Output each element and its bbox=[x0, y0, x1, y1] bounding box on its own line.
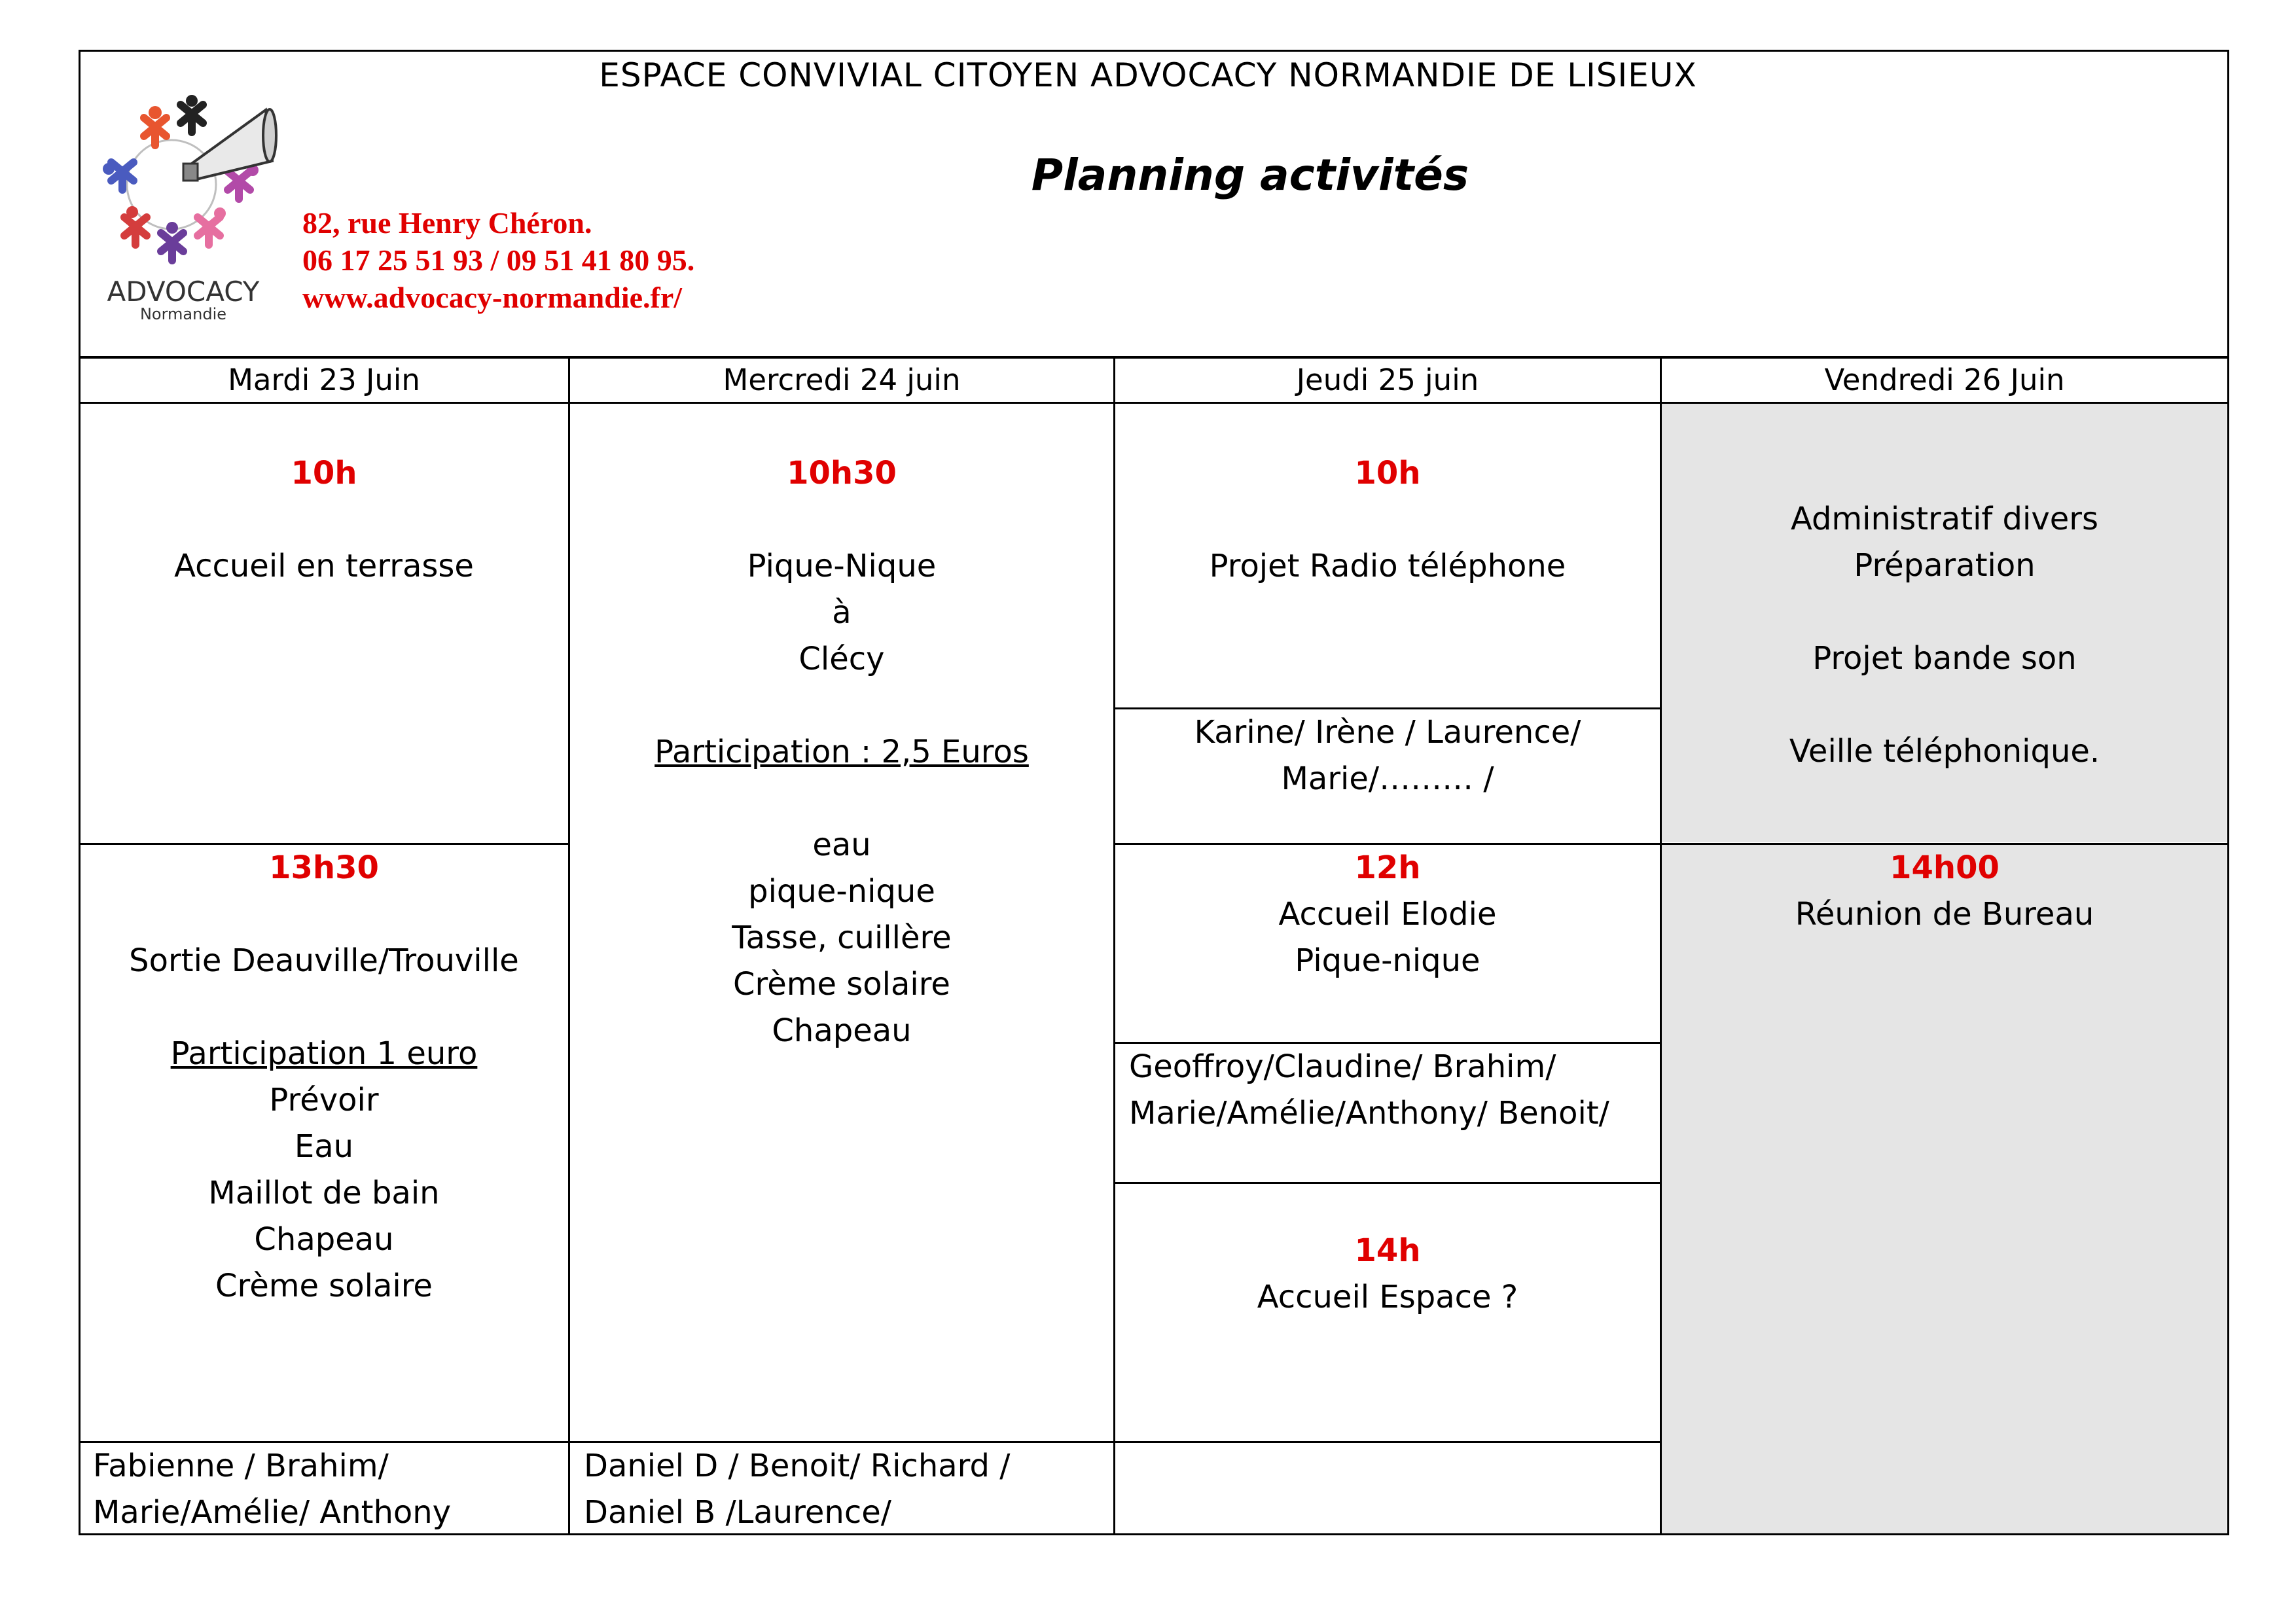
people-circle-icon bbox=[103, 95, 259, 260]
day-header-jeudi: Jeudi 25 juin bbox=[1296, 363, 1479, 397]
day-header-mardi: Mardi 23 Juin bbox=[228, 363, 420, 397]
vendredi-line: Projet bande son bbox=[1812, 640, 2077, 677]
mardi-morning-activity: Accueil en terrasse bbox=[174, 548, 474, 584]
vendredi-afternoon-cell bbox=[1661, 845, 2228, 938]
day-header-mercredi: Mercredi 24 juin bbox=[723, 363, 961, 397]
list-item: Chapeau bbox=[772, 1012, 912, 1049]
list-item: Crème solaire bbox=[733, 966, 950, 1003]
logo-text: ADVOCACY bbox=[107, 276, 260, 308]
list-item: Maillot de bain bbox=[208, 1175, 440, 1211]
jeudi-noon-cell bbox=[1115, 845, 1660, 984]
mercredi-time: 10h30 bbox=[787, 455, 897, 491]
page-subtitle: Planning activités bbox=[1031, 150, 1469, 200]
staff-line: Geoffroy/Claudine/ Brahim/ bbox=[1129, 1048, 1556, 1085]
jeudi-afternoon-time: 14h bbox=[1354, 1232, 1421, 1269]
document-title: ESPACE CONVIVIAL CITOYEN ADVOCACY NORMANDIE DE LISIEUX bbox=[599, 56, 1697, 94]
mercredi-line: à bbox=[832, 594, 852, 631]
vendredi-morning-cell bbox=[1661, 496, 2228, 775]
day-header-line bbox=[79, 402, 2229, 404]
day-header-vendredi: Vendredi 26 Juin bbox=[1824, 363, 2065, 397]
vendredi-line: Préparation bbox=[1854, 547, 2036, 584]
mercredi-line: Clécy bbox=[798, 641, 885, 677]
mardi-afternoon-cell bbox=[79, 845, 569, 1310]
mardi-staff-cell bbox=[79, 1443, 569, 1536]
staff-line: Fabienne / Brahim/ bbox=[93, 1448, 389, 1484]
contact-block bbox=[302, 204, 694, 316]
list-item: Tasse, cuillère bbox=[732, 919, 952, 956]
mercredi-line: Pique-Nique bbox=[747, 548, 937, 584]
jeudi-afternoon-cell bbox=[1115, 1228, 1660, 1321]
staff-line: Daniel B /Laurence/ bbox=[584, 1494, 891, 1531]
mardi-afternoon-activity: Sortie Deauville/Trouville bbox=[129, 942, 519, 979]
mardi-morning-cell bbox=[79, 450, 569, 590]
vendredi-afternoon-time: 14h00 bbox=[1890, 849, 2000, 886]
jeudi-morning-cell bbox=[1115, 450, 1660, 590]
phone-numbers: 06 17 25 51 93 / 09 51 41 80 95. bbox=[302, 243, 695, 277]
mardi-afternoon-time: 13h30 bbox=[269, 849, 379, 886]
staff-line: Marie/Amélie/ Anthony bbox=[93, 1494, 452, 1531]
list-item: eau bbox=[812, 827, 871, 863]
advocacy-logo bbox=[98, 93, 281, 329]
mercredi-participation: Participation : 2,5 Euros bbox=[655, 734, 1029, 770]
jeudi-noon-staff-cell bbox=[1115, 1044, 1660, 1137]
jeudi-noon-line: Pique-nique bbox=[1295, 942, 1480, 979]
list-item: Crème solaire bbox=[215, 1268, 433, 1304]
jeudi-afternoon-activity: Accueil Espace ? bbox=[1257, 1279, 1518, 1315]
list-item: Prévoir bbox=[269, 1082, 379, 1118]
jeudi-morning-staff-cell bbox=[1115, 709, 1660, 802]
jeudi-staff2-line bbox=[1115, 1182, 1661, 1184]
jeudi-noon-time: 12h bbox=[1354, 849, 1421, 886]
mercredi-cell bbox=[569, 450, 1114, 1054]
mardi-morning-time: 10h bbox=[291, 455, 357, 491]
list-item: Eau bbox=[294, 1128, 354, 1165]
list-item: Chapeau bbox=[254, 1221, 394, 1258]
jeudi-morning-time: 10h bbox=[1354, 455, 1421, 491]
staff-line: Daniel D / Benoit/ Richard / bbox=[584, 1448, 1011, 1484]
vendredi-line: Administratif divers bbox=[1790, 501, 2099, 537]
staff-line: Marie/Amélie/Anthony/ Benoit/ bbox=[1129, 1095, 1609, 1132]
mardi-participation: Participation 1 euro bbox=[170, 1035, 478, 1072]
mercredi-staff-cell bbox=[569, 1443, 1114, 1536]
jeudi-morning-activity: Projet Radio téléphone bbox=[1209, 548, 1566, 584]
vendredi-afternoon-activity: Réunion de Bureau bbox=[1795, 896, 2094, 933]
website-link[interactable]: www.advocacy-normandie.fr/ bbox=[302, 281, 683, 314]
vendredi-line: Veille téléphonique. bbox=[1789, 733, 2100, 770]
staff-line: Marie/……… / bbox=[1281, 760, 1494, 797]
jeudi-noon-line: Accueil Elodie bbox=[1278, 896, 1497, 933]
logo-subtext: Normandie bbox=[139, 305, 227, 323]
staff-line: Karine/ Irène / Laurence/ bbox=[1194, 714, 1581, 751]
address: 82, rue Henry Chéron. bbox=[302, 206, 592, 240]
list-item: pique-nique bbox=[748, 873, 935, 910]
